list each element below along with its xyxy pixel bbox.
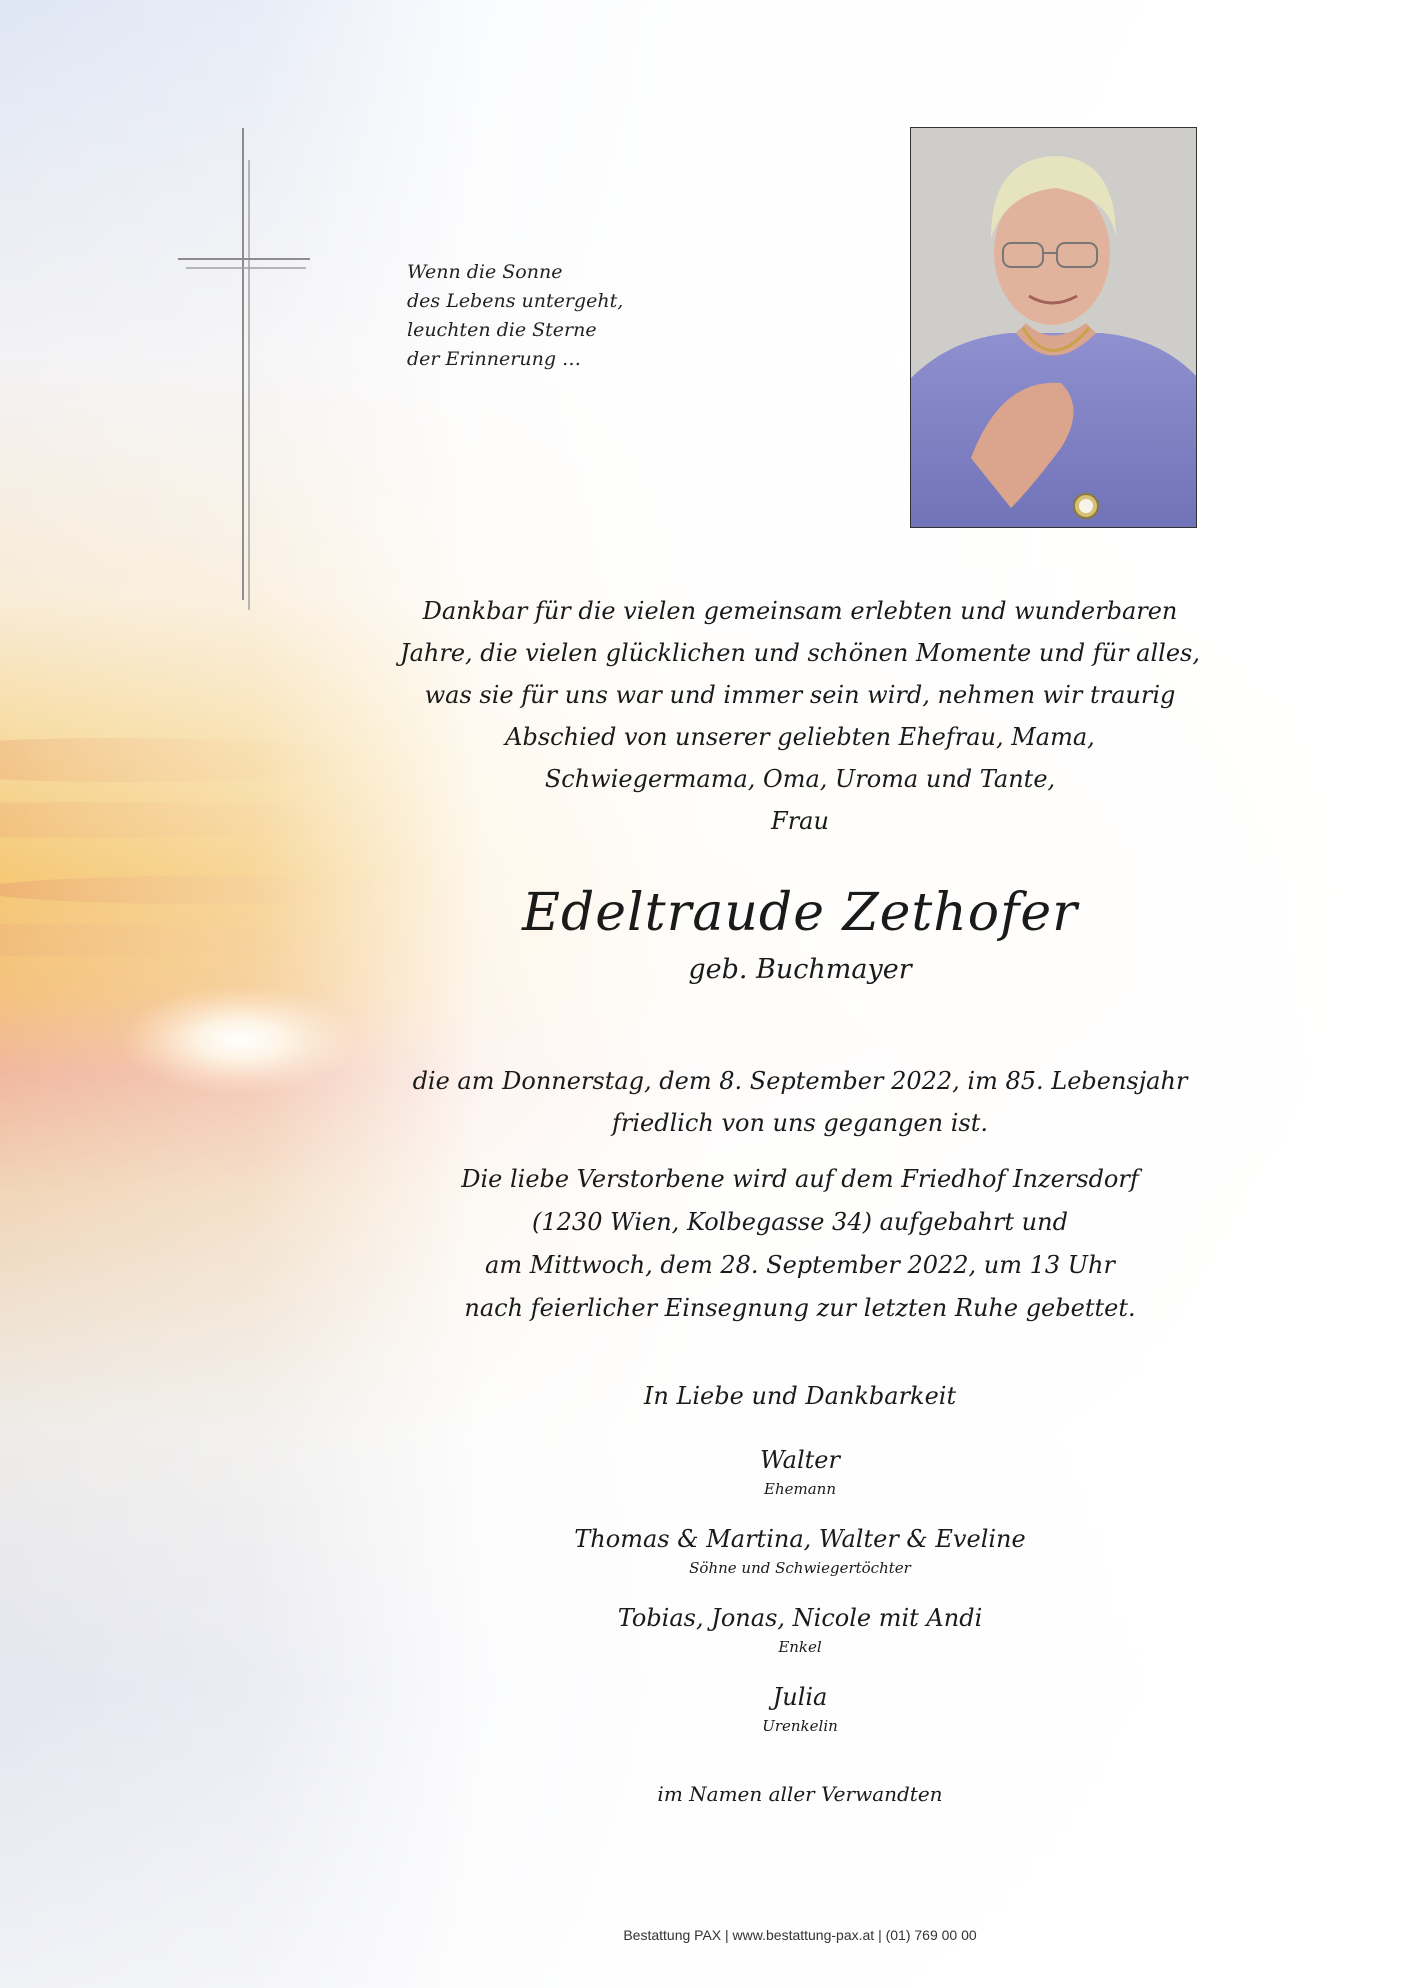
intro-line: Abschied von unserer geliebten Ehefrau, Mama, [505,723,1095,751]
burial-info [300,1158,1300,1330]
family-role: Ehemann [764,1480,836,1498]
intro-line: Dankbar für die vielen gemeinsam erlebten und wunderbaren [422,597,1178,625]
family-entry [300,1600,1300,1679]
family-role: Enkel [778,1638,822,1656]
motto-line: der Erinnerung … [407,348,582,370]
death-line: die am Donnerstag, dem 8. September 2022, im 85. Lebensjahr [412,1067,1188,1095]
burial-line: am Mittwoch, dem 28. September 2022, um 13 Uhr [485,1251,1115,1279]
all-relatives-line: im Namen aller Verwandten [657,1782,943,1806]
closing-phrase: In Liebe und Dankbarkeit [643,1382,957,1410]
motto-line: leuchten die Sterne [407,319,597,341]
burial-line: (1230 Wien, Kolbegasse 34) aufgebahrt und [532,1208,1068,1236]
intro-line: Schwiegermama, Oma, Uroma und Tante, [544,765,1056,793]
family-role: Urenkelin [762,1717,838,1735]
death-line: friedlich von uns gegangen ist. [611,1109,989,1137]
intro-line: was sie für uns war und immer sein wird, nehmen wir traurig [424,681,1176,709]
motto-line: Wenn die Sonne [407,261,563,283]
footer-contact: Bestattung PAX | www.bestattung-pax.at | (01) 769 00 00 [623,1927,977,1943]
intro-text [300,590,1300,842]
burial-line: Die liebe Verstorbene wird auf dem Friedhof Inzersdorf [461,1165,1139,1193]
motto-line: des Lebens untergeht, [407,290,624,312]
death-notice [300,1060,1300,1144]
family-list [300,1442,1300,1758]
maiden-name: geb. Buchmayer [688,954,912,985]
family-entry [300,1442,1300,1521]
intro-line: Jahre, die vielen glücklichen und schönen Momente und für alles, [399,639,1200,667]
deceased-name: Edeltraude Zethofer [522,883,1078,943]
family-names: Tobias, Jonas, Nicole mit Andi [617,1604,983,1632]
family-entry [300,1521,1300,1600]
family-names: Julia [772,1683,828,1711]
family-entry [300,1679,1300,1758]
intro-line: Frau [771,807,829,835]
burial-line: nach feierlicher Einsegnung zur letzten Ruhe gebettet. [464,1294,1136,1322]
family-names: Walter [760,1446,840,1474]
family-role: Söhne und Schwiegertöchter [689,1559,911,1577]
motto-verse [407,258,667,374]
portrait-photo [910,127,1197,528]
family-names: Thomas & Martina, Walter & Eveline [574,1525,1026,1553]
